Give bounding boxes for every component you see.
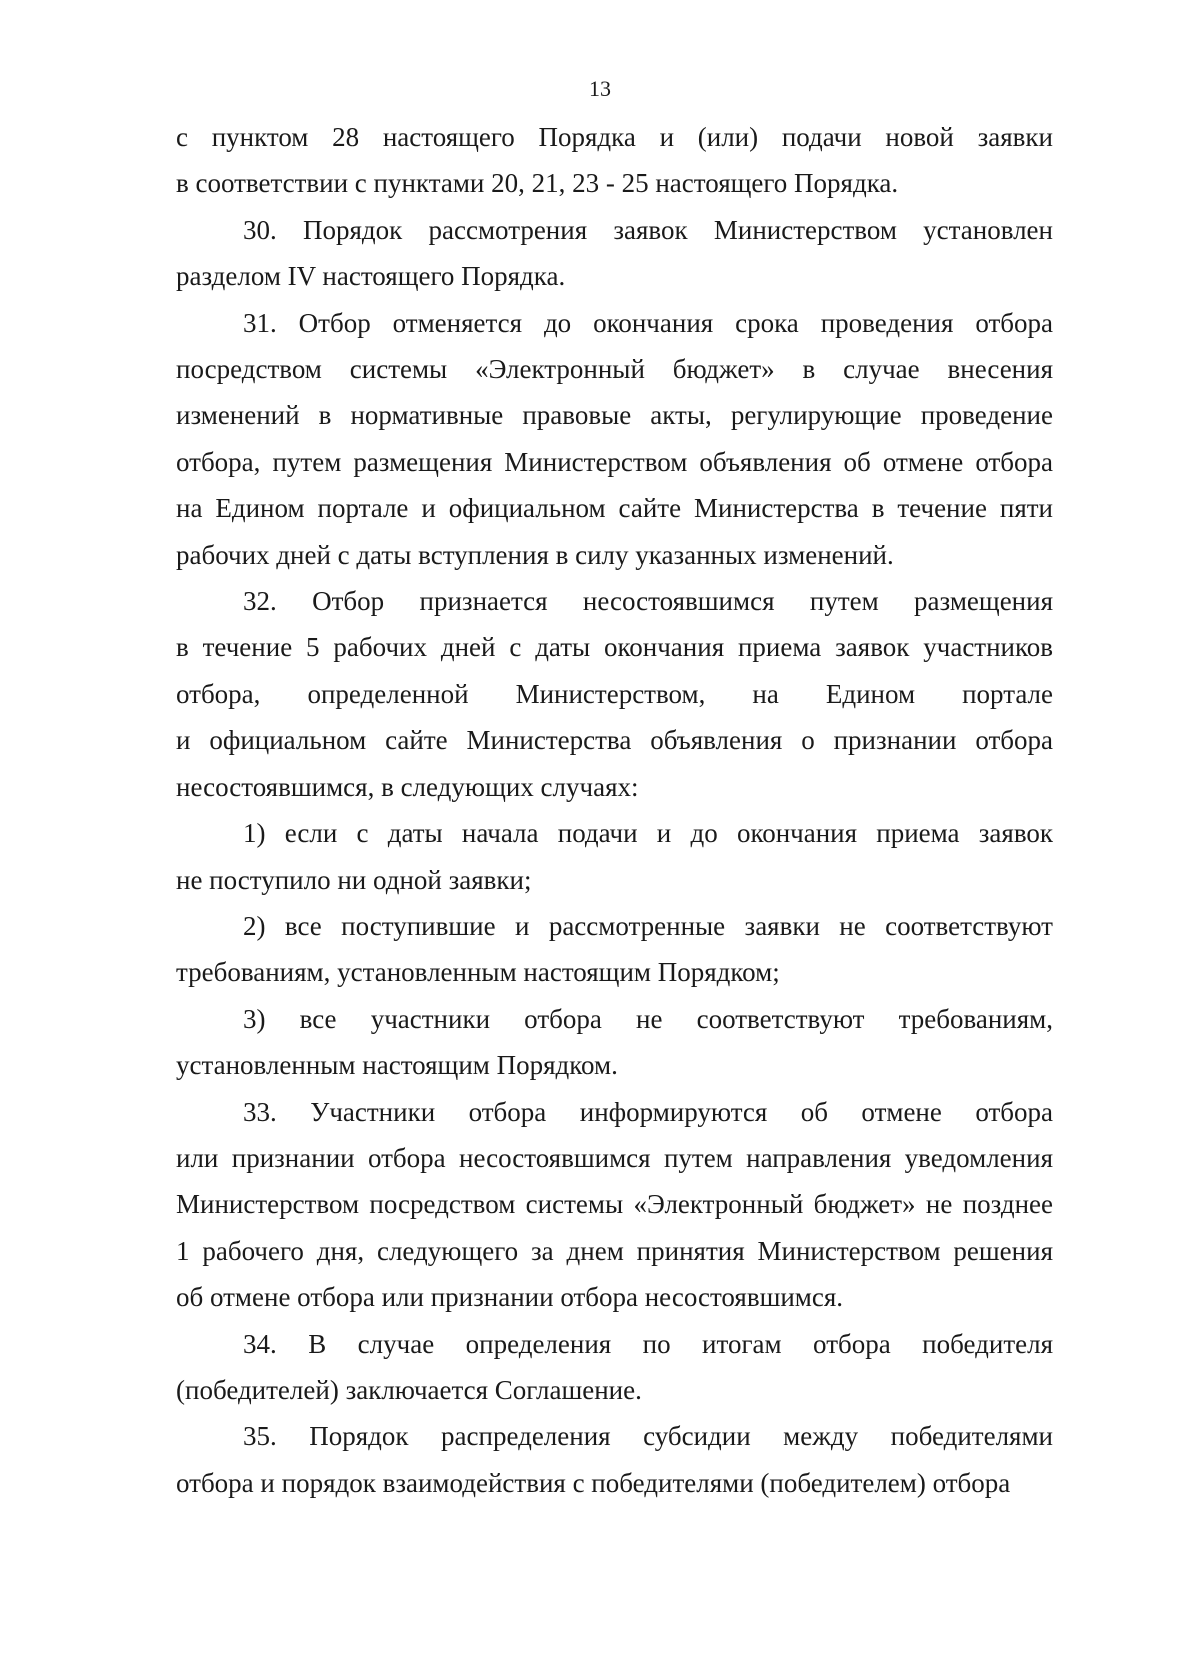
paragraph-line: Министерством посредством системы «Электронный бюджет» не позднее: [176, 1189, 1053, 1220]
paragraph: [176, 1321, 1053, 1414]
paragraph-line: рабочих дней с даты вступления в силу указанных изменений.: [176, 539, 894, 570]
paragraph-line: требованиям, установленным настоящим Порядком;: [176, 957, 780, 988]
paragraph-line: разделом IV настоящего Порядка.: [176, 261, 566, 292]
paragraph-line: в соответствии с пунктами 20, 21, 23 - 25 настоящего Порядка.: [176, 168, 899, 199]
paragraph-line: в течение 5 рабочих дней с даты окончания приема заявок участников: [176, 632, 1053, 663]
paragraph: [176, 1089, 1053, 1321]
paragraph: [176, 114, 1053, 207]
paragraph-line: 3) все участники отбора не соответствуют требованиям,: [243, 1003, 1053, 1034]
paragraph: [176, 810, 1053, 903]
paragraph: [176, 207, 1053, 300]
document-body: [176, 114, 1053, 1506]
paragraph-line: отбора, определенной Министерством, на Едином портале: [176, 678, 1053, 709]
paragraph: [176, 1413, 1053, 1506]
paragraph-line: с пунктом 28 настоящего Порядка и (или) подачи новой заявки: [176, 122, 1053, 152]
paragraph: [176, 996, 1053, 1089]
paragraph-line: 2) все поступившие и рассмотренные заявки не соответствуют: [243, 910, 1053, 941]
paragraph-line: установленным настоящим Порядком.: [176, 1050, 618, 1081]
paragraph-line: 33. Участники отбора информируются об отмене отбора: [243, 1096, 1053, 1127]
paragraph: [176, 903, 1053, 996]
paragraph-line: (победителей) заключается Соглашение.: [176, 1374, 642, 1405]
paragraph-line: 32. Отбор признается несостоявшимся путем размещения: [243, 586, 1053, 617]
paragraph-line: отбора и порядок взаимодействия с победителями (победителем) отбора: [176, 1467, 1011, 1498]
paragraph-line: несостоявшимся, в следующих случаях:: [176, 771, 639, 802]
paragraph-line: на Едином портале и официальном сайте Министерства в течение пяти: [176, 493, 1053, 524]
paragraph-line: 34. В случае определения по итогам отбора победителя: [243, 1328, 1053, 1359]
page-number: 13: [589, 76, 611, 101]
paragraph-line: 35. Порядок распределения субсидии между победителями: [243, 1421, 1053, 1452]
paragraph-line: или признании отбора несостоявшимся путем направления уведомления: [176, 1142, 1053, 1173]
paragraph-line: 30. Порядок рассмотрения заявок Министерством установлен: [243, 214, 1053, 245]
paragraph-line: отбора, путем размещения Министерством объявления об отмене отбора: [176, 446, 1053, 477]
paragraph: [176, 578, 1053, 810]
paragraph-line: и официальном сайте Министерства объявления о признании отбора: [176, 725, 1053, 756]
paragraph-line: об отмене отбора или признании отбора несостоявшимся.: [176, 1282, 844, 1313]
paragraph-line: изменений в нормативные правовые акты, регулирующие проведение: [176, 400, 1053, 431]
paragraph-line: 1) если с даты начала подачи и до окончания приема заявок: [243, 818, 1053, 849]
paragraph-line: 1 рабочего дня, следующего за днем принятия Министерством решения: [176, 1235, 1053, 1266]
paragraph-line: посредством системы «Электронный бюджет» в случае внесения: [176, 354, 1053, 385]
paragraph-line: не поступило ни одной заявки;: [176, 864, 532, 895]
paragraph: [176, 300, 1053, 578]
paragraph-line: 31. Отбор отменяется до окончания срока проведения отбора: [243, 307, 1053, 338]
